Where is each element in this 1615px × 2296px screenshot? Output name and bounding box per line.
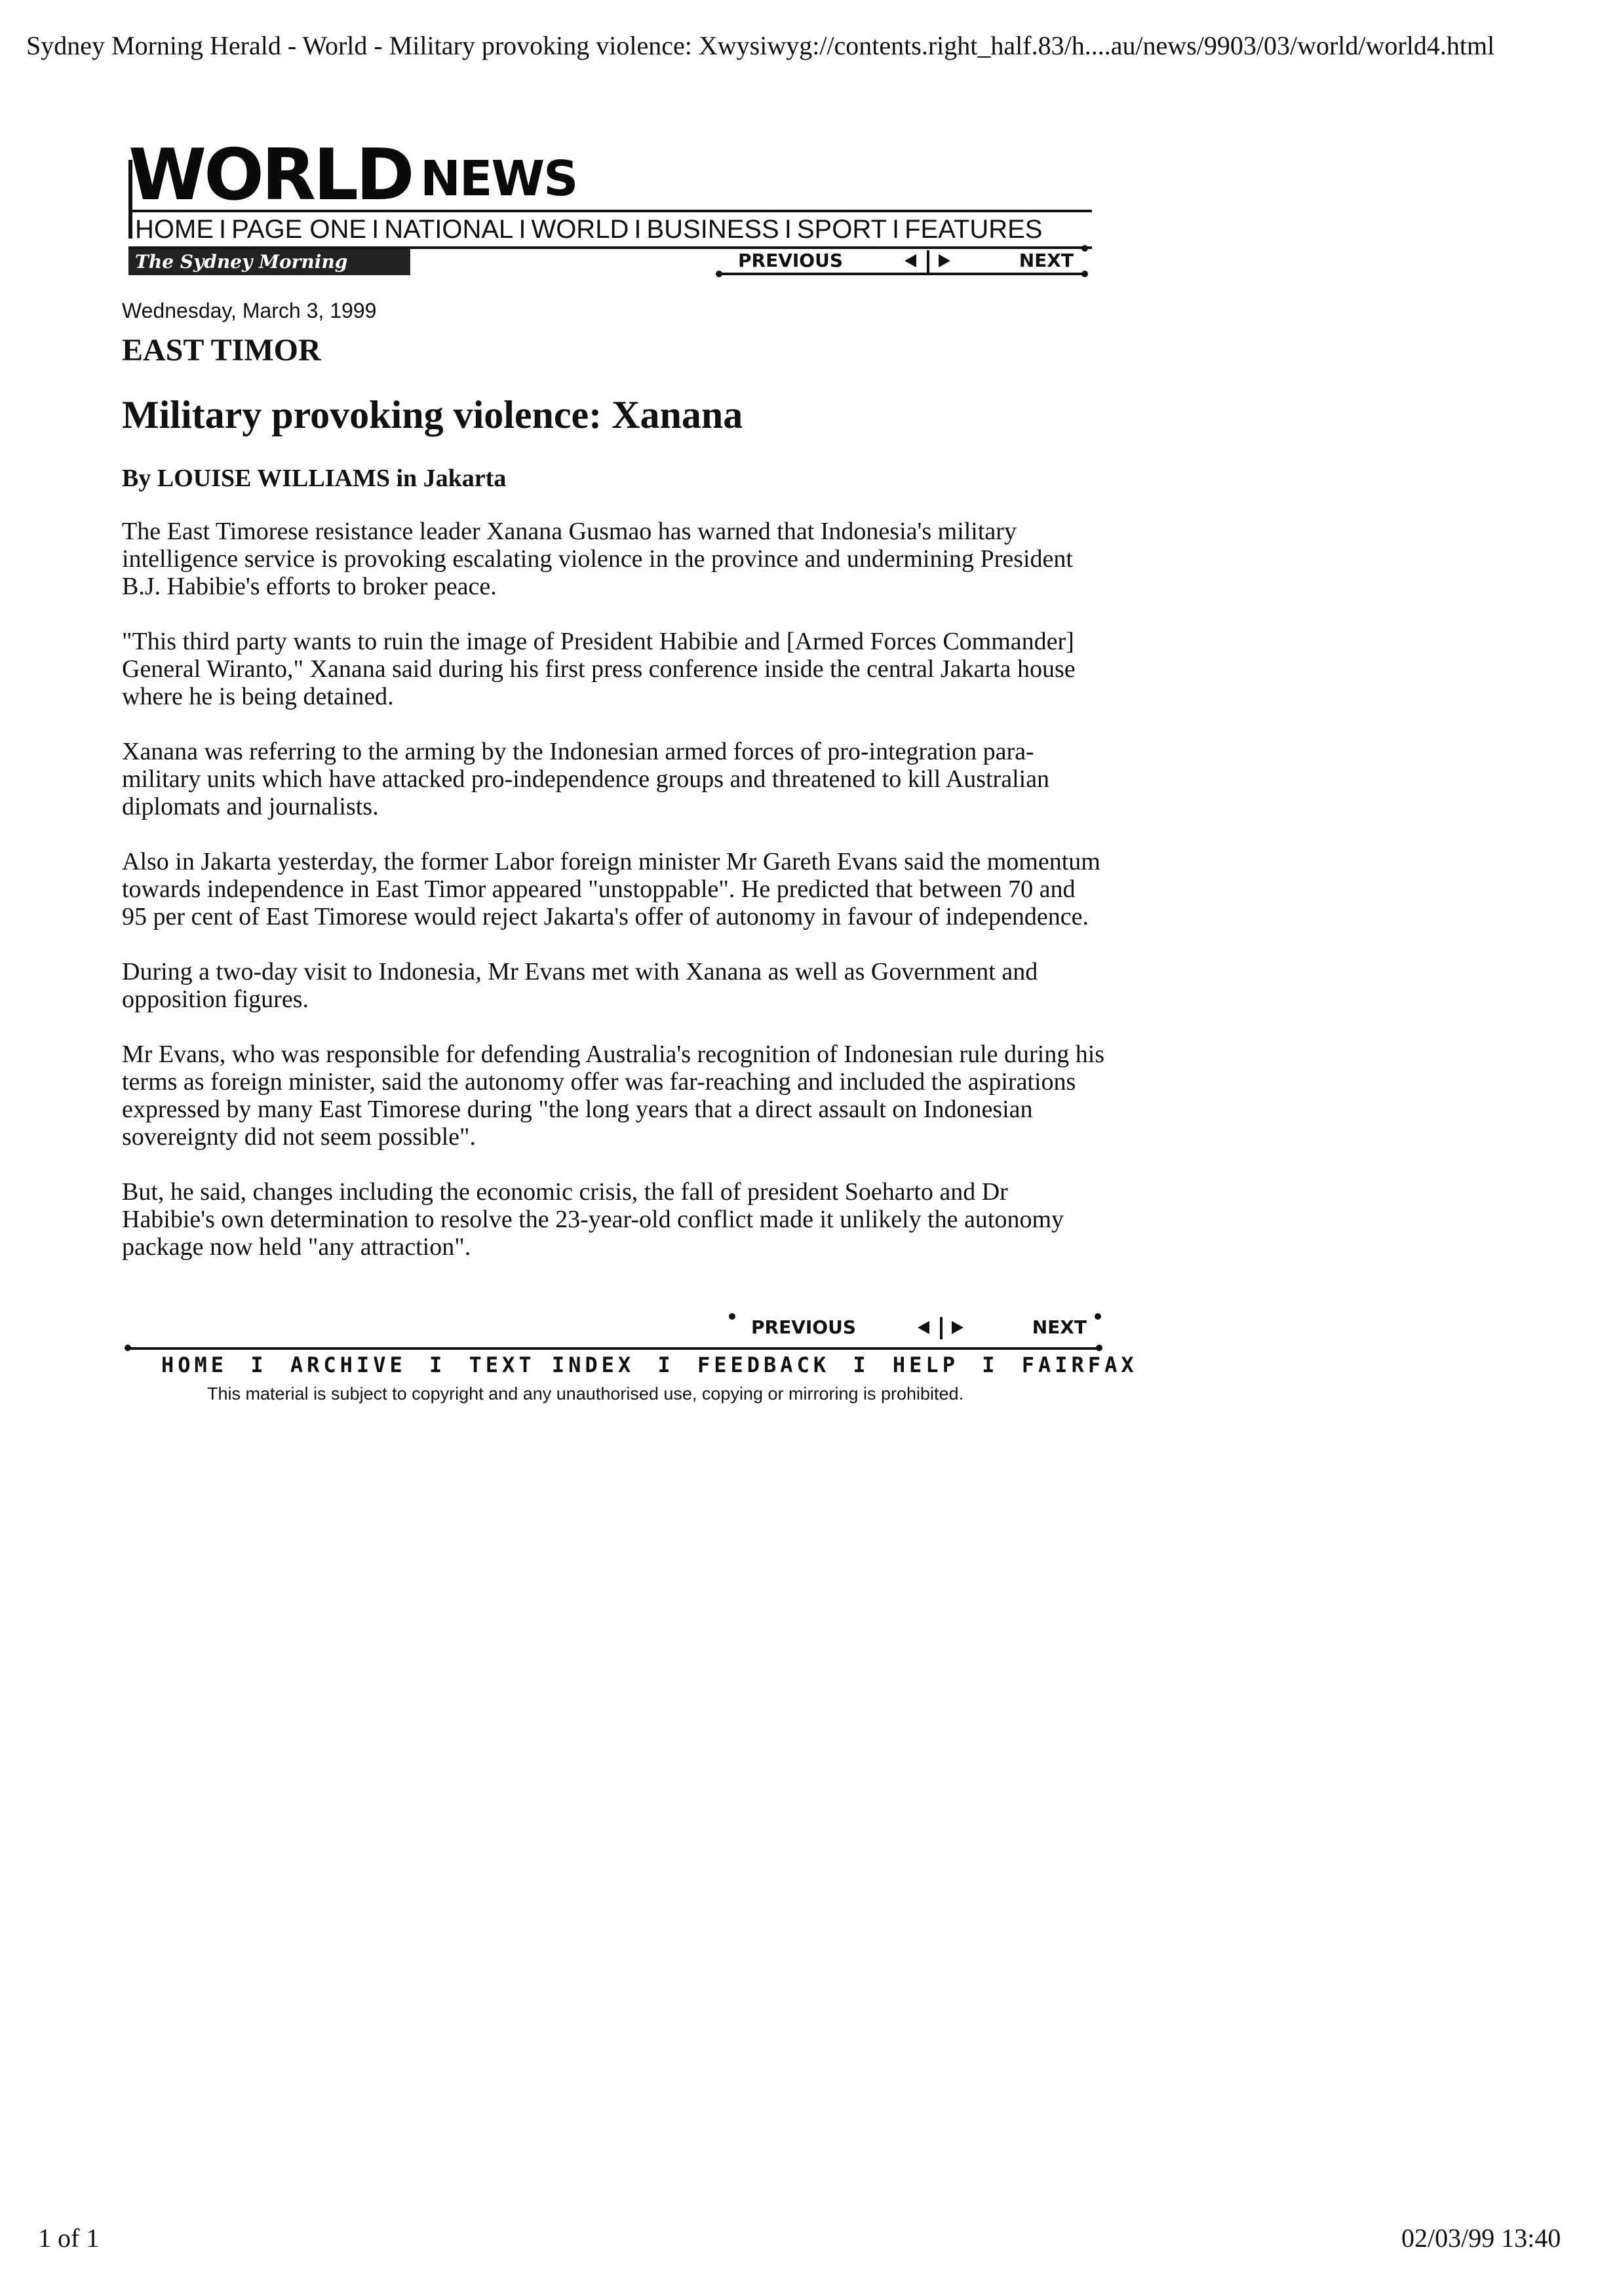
footer-text-index-link[interactable]: TEXT INDEX: [469, 1352, 635, 1377]
footer-separator: I: [657, 1352, 674, 1377]
nav-separator: I: [634, 214, 642, 244]
pn-underline: [718, 273, 1085, 275]
previous-link[interactable]: PREVIOUS: [751, 1316, 857, 1338]
bottom-nav: [128, 1316, 1138, 1388]
prev-next-arrows: [899, 249, 965, 273]
pn-dot: [716, 271, 722, 277]
article-paragraph: Also in Jakarta yesterday, the former Labor foreign minister Mr Gareth Evans said the momentum towards independence in East Timor appeared "unstoppable". He predicted that between 70 and 95 per cent of East Timorese would reject Jakarta's offer of autonomy in favour of independence.: [122, 848, 1100, 930]
nav-home[interactable]: HOME: [135, 214, 214, 244]
article-paragraph: During a two-day visit to Indonesia, Mr Evans met with Xanana as well as Government and opposition figures.: [122, 958, 1038, 1013]
article-headline: Military provoking violence: Xanana: [122, 393, 743, 436]
arrow-left-icon[interactable]: [905, 254, 916, 267]
footer-separator: I: [429, 1352, 446, 1377]
arrow-divider: [927, 250, 929, 273]
nav-separator: I: [784, 214, 792, 244]
footer-rule: [128, 1347, 1099, 1350]
nav-sport[interactable]: SPORT: [796, 214, 887, 244]
footer-links: [161, 1352, 1138, 1377]
article-paragraph: Xanana was referring to the arming by the Indonesian armed forces of pro-integration para- military units which have attacked pro-independence groups and threatened to kill Australian diplomats and journalists.: [122, 738, 1050, 820]
pn-dot: [729, 1313, 735, 1320]
footer-home-link[interactable]: HOME: [161, 1352, 228, 1377]
article-byline: By LOUISE WILLIAMS in Jakarta: [122, 465, 507, 492]
print-page-number: 1 of 1: [38, 2223, 100, 2253]
print-header-title: Sydney Morning Herald - World - Military provoking violence: Xwysiwyg://contents.right_half.83/h....au/news/9903/03/world/world4.html: [26, 31, 1495, 60]
nav-separator: I: [219, 214, 227, 244]
footer-feedback-link[interactable]: FEEDBACK: [697, 1352, 830, 1377]
arrow-left-icon[interactable]: [918, 1321, 929, 1334]
article-paragraph: "This third party wants to ruin the image of President Habibie and [Armed Forces Commander] General Wiranto," Xanana said during his first press conference inside the central Jakarta house where he is being detained.: [122, 628, 1076, 710]
pn-dot: [1096, 1345, 1102, 1351]
article-date: Wednesday, March 3, 1999: [122, 299, 377, 322]
footer-archive-link[interactable]: ARCHIVE: [290, 1352, 406, 1377]
next-link[interactable]: NEXT: [1032, 1316, 1087, 1338]
pn-dot: [1081, 271, 1088, 277]
nav-features[interactable]: FEATURES: [905, 214, 1043, 244]
nav-national[interactable]: NATIONAL: [384, 214, 514, 244]
article-paragraph: The East Timorese resistance leader Xanana Gusmao has warned that Indonesia's military intelligence service is provoking escalating violence in the province and undermining President B.J. Habibie's efforts to broker peace.: [122, 518, 1073, 600]
brand-world-text: WORLD: [128, 134, 412, 216]
brand-logo[interactable]: [128, 134, 1085, 216]
bottom-prev-next-bar: [731, 1316, 1099, 1342]
footer-help-link[interactable]: HELP: [892, 1352, 959, 1377]
copyright-notice: This material is subject to copyright and any unauthorised use, copying or mirroring is prohibited.: [207, 1384, 964, 1404]
world-news-banner: [128, 134, 1085, 299]
previous-link[interactable]: PREVIOUS: [738, 250, 844, 271]
arrow-right-icon[interactable]: [939, 254, 950, 267]
top-nav-bar: [128, 210, 1092, 249]
footer-separator: I: [853, 1352, 870, 1377]
nav-separator: I: [372, 214, 379, 244]
masthead-logo[interactable]: The Sydney Morning Herald: [128, 249, 410, 275]
footer-fairfax-link[interactable]: FAIRFAX: [1021, 1352, 1138, 1377]
next-link[interactable]: NEXT: [1019, 250, 1074, 271]
article: [122, 299, 1105, 1288]
top-prev-next-bar: [718, 249, 1085, 275]
nav-separator: I: [518, 214, 526, 244]
arrow-right-icon[interactable]: [952, 1321, 963, 1334]
pn-dot: [125, 1345, 131, 1351]
section-heading: EAST TIMOR: [122, 333, 321, 368]
nav-page-one[interactable]: PAGE ONE: [231, 214, 367, 244]
arrow-divider: [940, 1317, 943, 1339]
nav-business[interactable]: BUSINESS: [646, 214, 779, 244]
article-body: [122, 518, 1105, 1261]
masthead-row: [128, 249, 1085, 299]
article-paragraph: Mr Evans, who was responsible for defending Australia's recognition of Indonesian rule during his terms as foreign minister, said the autonomy offer was far-reaching and included the aspirations expressed by many East Timorese during "the long years that a direct assault on Indonesian sovereignty did not seem possible".: [122, 1041, 1105, 1151]
brand-news-text: NEWS: [420, 151, 577, 207]
pn-dot: [1081, 245, 1088, 252]
article-paragraph: But, he said, changes including the economic crisis, the fall of president Soeharto and Dr Habibie's own determination to resolve the 23-year-old conflict made it unlikely the autonomy package now held "any attraction".: [122, 1178, 1064, 1261]
prev-next-arrows: [912, 1316, 978, 1339]
footer-separator: I: [250, 1352, 267, 1377]
print-timestamp: 02/03/99 13:40: [1401, 2223, 1561, 2253]
footer-separator: I: [982, 1352, 999, 1377]
nav-world[interactable]: WORLD: [531, 214, 629, 244]
nav-separator: I: [891, 214, 900, 244]
pn-dot: [1095, 1313, 1101, 1320]
